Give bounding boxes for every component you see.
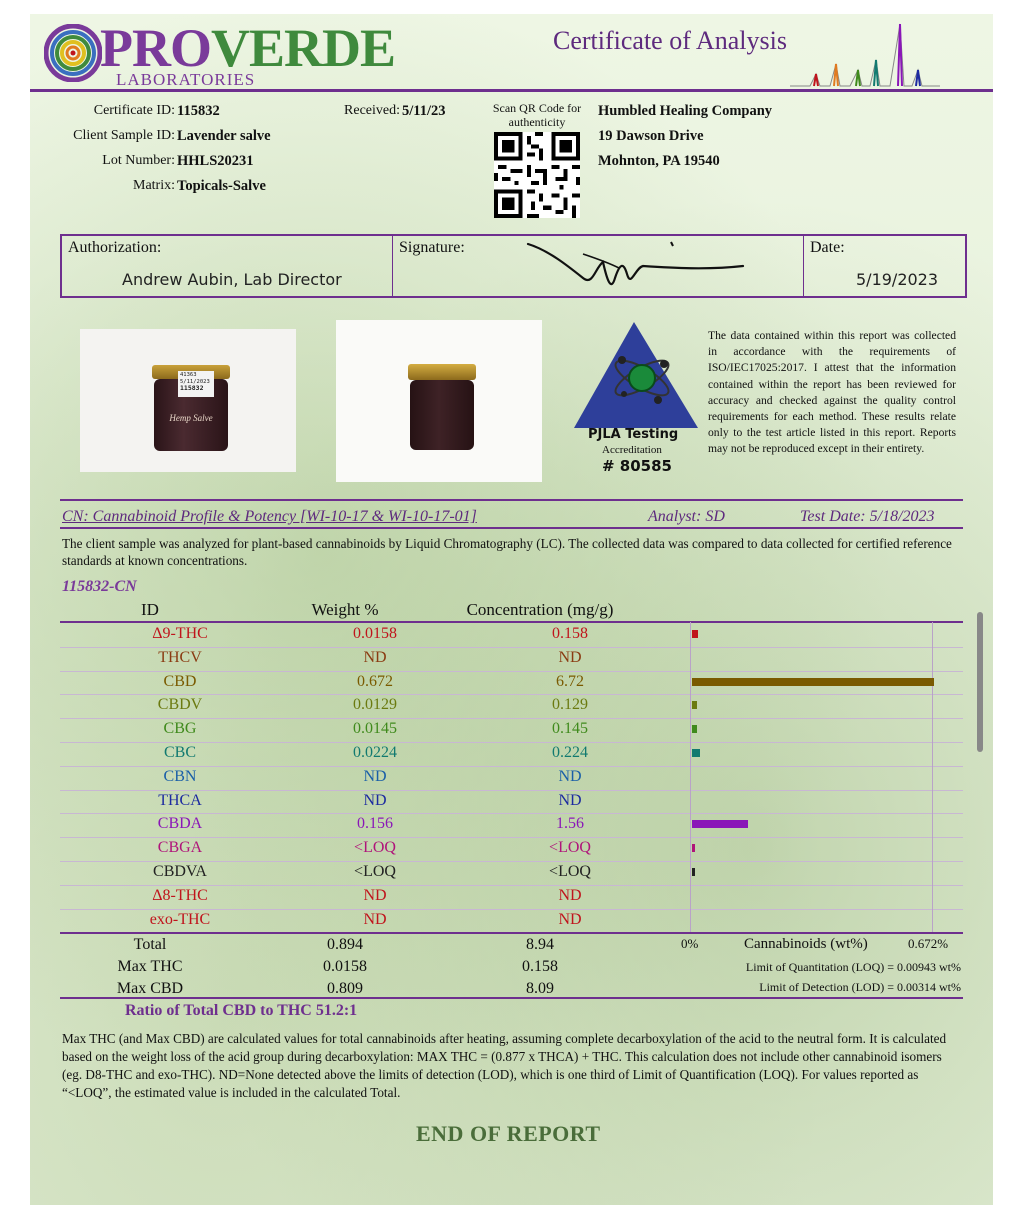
table-total-rule bbox=[60, 932, 963, 934]
cell-id: CBGA bbox=[157, 839, 203, 857]
cell-concentration: ND bbox=[558, 886, 582, 904]
pjla-accreditation-number: # 80585 bbox=[602, 457, 672, 475]
logo-rings-icon bbox=[44, 24, 102, 82]
section-title: CN: Cannabinoid Profile & Potency [WI-10-17 & WI-10-17-01] bbox=[62, 508, 477, 525]
cell-weight: ND bbox=[363, 791, 387, 809]
qr-caption: Scan QR Code for authenticity bbox=[492, 101, 582, 129]
cell-concentration: <LOQ bbox=[549, 839, 591, 857]
lod-note: Limit of Detection (LOD) = 0.00314 wt% bbox=[759, 980, 961, 994]
sample-id-sticker: 41363 5/11/2023 115832 bbox=[178, 371, 214, 397]
cell-id: CBDV bbox=[157, 696, 203, 714]
cell-concentration: ND bbox=[558, 648, 582, 666]
total-weight: 0.894 bbox=[327, 936, 363, 953]
pjla-accreditation-label: Accreditation bbox=[602, 444, 662, 456]
logo-subtitle: LABORATORIES bbox=[116, 70, 256, 89]
cell-weight: ND bbox=[363, 648, 387, 666]
client-sample-id-label: Client Sample ID: bbox=[73, 128, 175, 143]
bar-cbdv bbox=[692, 701, 697, 709]
client-name: Humbled Healing Company bbox=[598, 103, 773, 119]
sample-photo-back bbox=[336, 320, 542, 482]
cell-weight: 0.0158 bbox=[353, 625, 397, 642]
cell-id: CBC bbox=[163, 744, 196, 761]
cell-id: CBDVA bbox=[153, 863, 207, 880]
cell-id: CBDA bbox=[157, 815, 203, 833]
jar-body bbox=[410, 380, 474, 450]
handwritten-signature bbox=[523, 238, 753, 296]
cell-weight: 0.0224 bbox=[353, 744, 397, 761]
cell-weight: ND bbox=[363, 886, 387, 904]
proverde-logo bbox=[44, 18, 396, 90]
qr-code-icon[interactable] bbox=[494, 132, 580, 218]
cell-id: Δ9-THC bbox=[152, 625, 208, 642]
matrix: Topicals-Salve bbox=[177, 178, 266, 194]
cell-concentration: 0.224 bbox=[552, 744, 588, 761]
col-header-weight: Weight % bbox=[311, 600, 379, 619]
cell-id: CBD bbox=[163, 672, 197, 690]
cell-concentration: <LOQ bbox=[549, 863, 591, 880]
certificate-page bbox=[30, 14, 993, 1205]
cell-weight: 0.0145 bbox=[353, 720, 397, 738]
chromatogram-icon bbox=[790, 20, 940, 90]
document-title: Certificate of Analysis bbox=[553, 26, 787, 55]
footnote: Max THC (and Max CBD) are calculated values for total cannabinoids after heating, assuming complete decarboxylation of the acid to the neutral form. It is calculated based on the weight loss of the acid group during decarboxylation: MAX THC = (0.877 x THCA) + THC. This calculation does not include other cannabinoid isomers (eg. D8-THC and exo-THC). ND=None detected above the limits of detection (LOD), which is one third of Limit of Quantification (LOQ). For values reported as “<LOQ”, the estimated value is included in the calculated Total. bbox=[62, 1031, 947, 1100]
max-cbd-concentration: 8.09 bbox=[526, 980, 554, 997]
pjla-accreditation-logo bbox=[572, 320, 702, 430]
cell-id: CBG bbox=[163, 720, 197, 738]
bar--9-thc bbox=[692, 630, 698, 638]
cell-concentration: ND bbox=[558, 767, 582, 785]
total-concentration: 8.94 bbox=[526, 936, 554, 953]
max-cbd-weight: 0.809 bbox=[327, 980, 363, 997]
bar-cbga bbox=[692, 844, 695, 852]
cell-concentration: 0.158 bbox=[552, 625, 588, 642]
cell-concentration: 0.145 bbox=[552, 720, 588, 738]
cell-id: Δ8-THC bbox=[152, 886, 208, 904]
matrix-label: Matrix: bbox=[133, 178, 175, 193]
max-thc-label: Max THC bbox=[117, 958, 183, 975]
authorization-box bbox=[60, 234, 967, 298]
client-address-line1: 19 Dawson Drive bbox=[598, 128, 704, 144]
chart-x-min-label: 0% bbox=[681, 936, 699, 951]
authorization-date: 5/19/2023 bbox=[856, 270, 939, 289]
lot-number-label: Lot Number: bbox=[102, 153, 175, 168]
received-label: Received: bbox=[344, 103, 400, 118]
jar-lid bbox=[408, 364, 476, 380]
cell-weight: <LOQ bbox=[354, 863, 396, 880]
header-divider bbox=[30, 89, 993, 92]
sample-photo-front bbox=[80, 329, 296, 472]
max-thc-concentration: 0.158 bbox=[522, 958, 558, 975]
bar-cbd bbox=[692, 678, 934, 686]
chart-x-axis-label: Cannabinoids (wt%) bbox=[744, 936, 868, 952]
cell-weight: 0.672 bbox=[357, 672, 393, 690]
cell-id: THCV bbox=[158, 648, 202, 666]
method-description: The client sample was analyzed for plant-based cannabinoids by Liquid Chromatography (LC). The collected data was compared to data collected for certified reference standards at known concentrations. bbox=[62, 536, 952, 568]
chart-axis-left bbox=[690, 622, 691, 932]
signature-label: Signature: bbox=[399, 239, 465, 256]
col-header-concentration: Concentration (mg/g) bbox=[466, 600, 614, 619]
max-cbd-label: Max CBD bbox=[116, 980, 184, 997]
date-cell bbox=[804, 236, 965, 296]
total-label: Total bbox=[133, 936, 167, 953]
sample-code: 115832-CN bbox=[62, 578, 137, 595]
cell-concentration: 6.72 bbox=[556, 672, 584, 690]
client-sample-id: Lavender salve bbox=[177, 128, 271, 144]
logo-wordmark: PROVERDE bbox=[100, 18, 396, 78]
section-top-rule bbox=[60, 499, 963, 501]
pjla-name: PJLA Testing bbox=[588, 427, 679, 442]
analyst: Analyst: SD bbox=[648, 508, 725, 525]
max-thc-weight: 0.0158 bbox=[323, 958, 367, 975]
bar-cbc bbox=[692, 749, 700, 757]
end-of-report: END OF REPORT bbox=[416, 1121, 601, 1146]
cell-concentration: 1.56 bbox=[556, 815, 584, 833]
cell-id: CBN bbox=[163, 767, 197, 785]
scrollbar-thumb[interactable] bbox=[977, 612, 983, 752]
signature-cell bbox=[393, 236, 804, 296]
loq-note: Limit of Quantitation (LOQ) = 0.00943 wt% bbox=[745, 960, 961, 974]
cbd-thc-ratio: Ratio of Total CBD to THC 51.2:1 bbox=[125, 1002, 358, 1019]
cell-weight: ND bbox=[363, 767, 387, 785]
chart-axis-right bbox=[932, 622, 933, 932]
cell-concentration: ND bbox=[558, 791, 582, 809]
cell-weight: ND bbox=[363, 910, 387, 928]
table-bottom-rule bbox=[60, 997, 963, 999]
cell-weight: 0.0129 bbox=[353, 696, 397, 714]
cannabinoid-bar-chart bbox=[690, 622, 962, 932]
accreditation-statement: The data contained within this report was collected in accordance with the requirements of ISO/IEC17025:2017. I attest that the information contained within the report has been reviewed for accuracy and checked against the quality control requirements for each method. These results relate only to the test article listed in this report. Reports may not be reproduced except in their entirety. bbox=[708, 329, 956, 456]
lot-number: HHLS20231 bbox=[177, 153, 254, 169]
jar-brand-text: Hemp Salve bbox=[169, 413, 213, 423]
received-date: 5/11/23 bbox=[402, 103, 446, 119]
cell-id: exo-THC bbox=[149, 910, 211, 928]
cell-concentration: ND bbox=[558, 910, 582, 928]
bar-cbdva bbox=[692, 868, 695, 876]
bar-cbda bbox=[692, 820, 748, 828]
cell-weight: 0.156 bbox=[357, 815, 393, 833]
col-header-id: ID bbox=[141, 600, 159, 619]
bar-cbg bbox=[692, 725, 697, 733]
test-date: Test Date: 5/18/2023 bbox=[800, 508, 935, 525]
cell-weight: <LOQ bbox=[354, 839, 396, 857]
date-label: Date: bbox=[810, 239, 845, 256]
authorization-cell bbox=[62, 236, 393, 296]
authorization-label: Authorization: bbox=[68, 239, 162, 256]
cell-concentration: 0.129 bbox=[552, 696, 588, 714]
certificate-id-label: Certificate ID: bbox=[93, 103, 175, 118]
cell-id: THCA bbox=[158, 791, 202, 809]
client-address-line2: Mohnton, PA 19540 bbox=[598, 153, 720, 169]
certificate-id: 115832 bbox=[177, 103, 220, 119]
authorizer-name: Andrew Aubin, Lab Director bbox=[122, 270, 342, 289]
chart-x-max-label: 0.672% bbox=[908, 936, 949, 951]
section-bottom-rule bbox=[60, 527, 963, 529]
